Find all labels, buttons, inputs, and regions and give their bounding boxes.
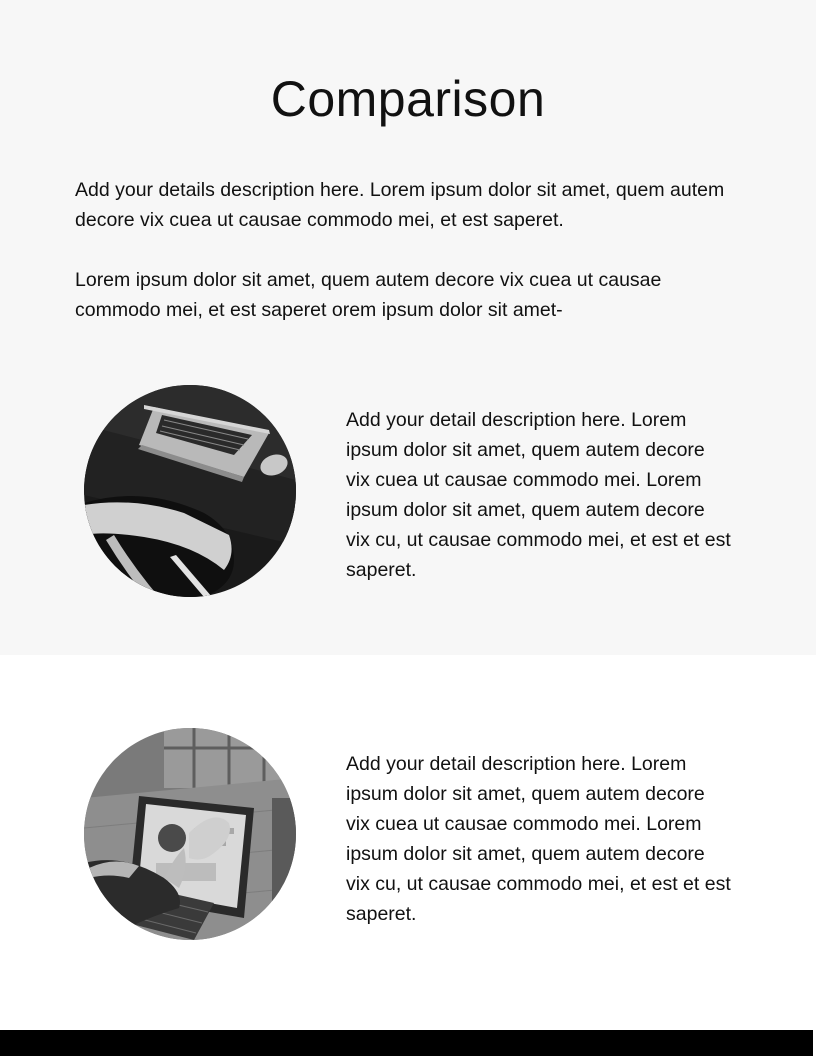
intro-paragraph-2: Lorem ipsum dolor sit amet, quem autem decore vix cuea ut causae commodo mei, et est saperet orem ipsum dolor sit amet- (75, 269, 662, 321)
intro-paragraph-1: Add your details description here. Lorem ipsum dolor sit amet, quem autem decore vix cuea ut causae commodo mei, et est saperet. (75, 179, 725, 231)
laptop-on-desk-photo (84, 385, 296, 597)
page-title: Comparison (270, 71, 546, 127)
detail-description-1: Add your detail description here. Lorem ipsum dolor sit amet, quem autem decore vix cuea ut causae commodo mei. Lorem ipsum dolor sit amet, quem autem decore vix cu, ut causae commodo mei, et est et est saperet. (346, 409, 731, 581)
footer-bar (0, 1030, 813, 1056)
detail-description-2: Add your detail description here. Lorem ipsum dolor sit amet, quem autem decore vix cuea ut causae commodo mei. Lorem ipsum dolor sit amet, quem autem decore vix cu, ut causae commodo mei, et est et est saperet. (346, 753, 731, 925)
hands-on-tablet-photo (84, 728, 296, 940)
